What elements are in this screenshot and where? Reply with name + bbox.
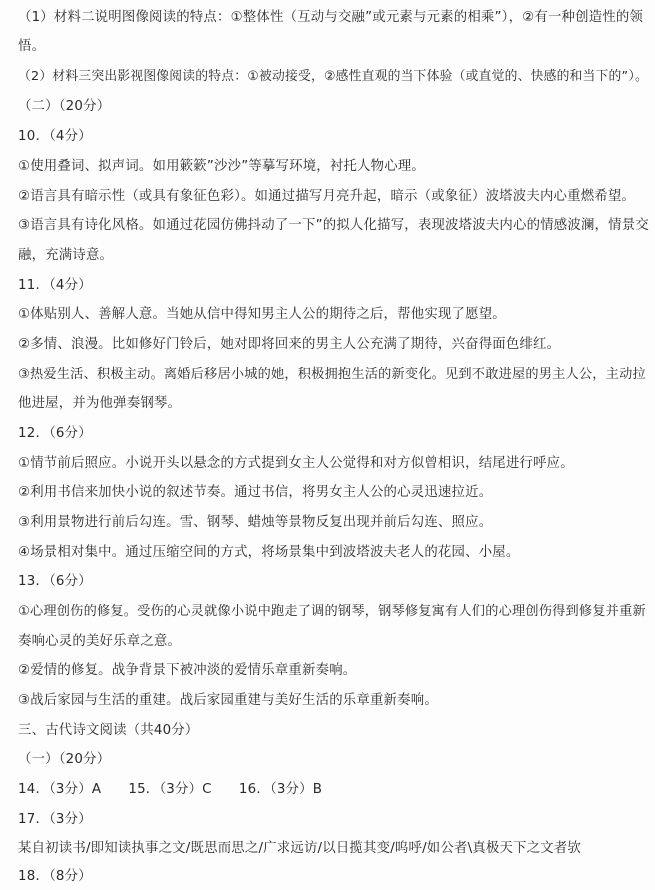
- text-line-8: ③语言具有诗化风格。如通过花园仿佛抖动了一下”的拟人化描写，表现波塔波夫内心的情感波澜，情景交: [18, 218, 649, 233]
- text-line-23: ②爱情的修复。战争背景下被冲淡的爱情乐章重新奏响。: [18, 663, 357, 678]
- text-line-25: 三、古代诗文阅读（共40分）: [18, 723, 199, 738]
- text-line-29: 某自初读书/即知读执事之文/既思而思之/广求远访/以日揽其变/呜呼/如公者\真极天下之文者欤: [18, 841, 582, 856]
- text-line-16: ①情节前后照应。小说开头以悬念的方式提到女主人公觉得和对方似曾相识，结尾进行呼应。: [18, 456, 574, 471]
- text-line-4: （二）（20分）: [18, 99, 111, 114]
- text-line-17: ②利用书信来加快小说的叙述节奏。通过书信，将男女主人公的心灵迅速拉近。: [18, 485, 493, 500]
- text-line-12: ②多情、浪漫。比如修好门铃后，她对即将回来的男主人公充满了期待，兴奋得面色绯红。: [18, 337, 561, 352]
- text-line-13: ③热爱生活、积极主动。离婚后移居小城的她，积极拥抱生活的新变化。见到不敢进屋的男主人公，主动拉: [18, 367, 646, 382]
- text-line-18: ③利用景物进行前后勾连。雪、钢琴、蜡烛等景物反复出现并前后勾连、照应。: [18, 515, 493, 530]
- text-line-5: 10．（4分）: [18, 129, 92, 144]
- text-line-3: （2）材料三突出影视图像阅读的特点：①被动接受，②感性直观的当下体验（或直觉的、快感的和当下的”）。: [18, 69, 648, 84]
- text-line-20: 13．（6分）: [18, 574, 92, 589]
- text-line-24: ③战后家园与生活的重建。战后家园重建与美好生活的乐章重新奏响。: [18, 693, 438, 708]
- text-line-10: 11．（4分）: [18, 278, 92, 293]
- text-line-2: 悟。: [18, 39, 46, 54]
- text-line-27: 14．（3分）A 15．（3分）C 16．（3分）B: [18, 782, 323, 797]
- text-line-14: 他进屋，并为他弹奏钢琴。: [18, 396, 182, 411]
- text-line-6: ①使用叠词、拟声词。如用簌簌”沙沙”等摹写环境，衬托人物心理。: [18, 159, 426, 174]
- text-line-28: 17．（3分）: [18, 812, 92, 827]
- text-line-30: 18．（8分）: [18, 869, 92, 884]
- text-line-7: ②语言具有暗示性（或具有象征色彩）。如通过描写月亮升起，暗示（或象征）波塔波夫内心重燃希望。: [18, 189, 636, 204]
- text-line-9: 融，充满诗意。: [18, 248, 114, 263]
- text-line-11: ①体贴别人、善解人意。当她从信中得知男主人公的期待之后，帮他实现了愿望。: [18, 307, 506, 322]
- text-line-15: 12．（6分）: [18, 426, 92, 441]
- text-line-19: ④场景相对集中。通过压缩空间的方式，将场景集中到波塔波夫老人的花园、小屋。: [18, 545, 520, 560]
- text-line-1: （1）材料二说明图像阅读的特点：①整体性（互动与交融”或元素与元素的相乘”），②有一种创造性的领: [18, 10, 644, 25]
- text-line-26: （一）（20分）: [18, 752, 111, 767]
- text-line-21: ①心理创伤的修复。受伤的心灵就像小说中跑走了调的钢琴，钢琴修复寓有人们的心理创伤得到修复并重新: [18, 604, 646, 619]
- text-line-22: 奏响心灵的美好乐章之意。: [18, 634, 182, 649]
